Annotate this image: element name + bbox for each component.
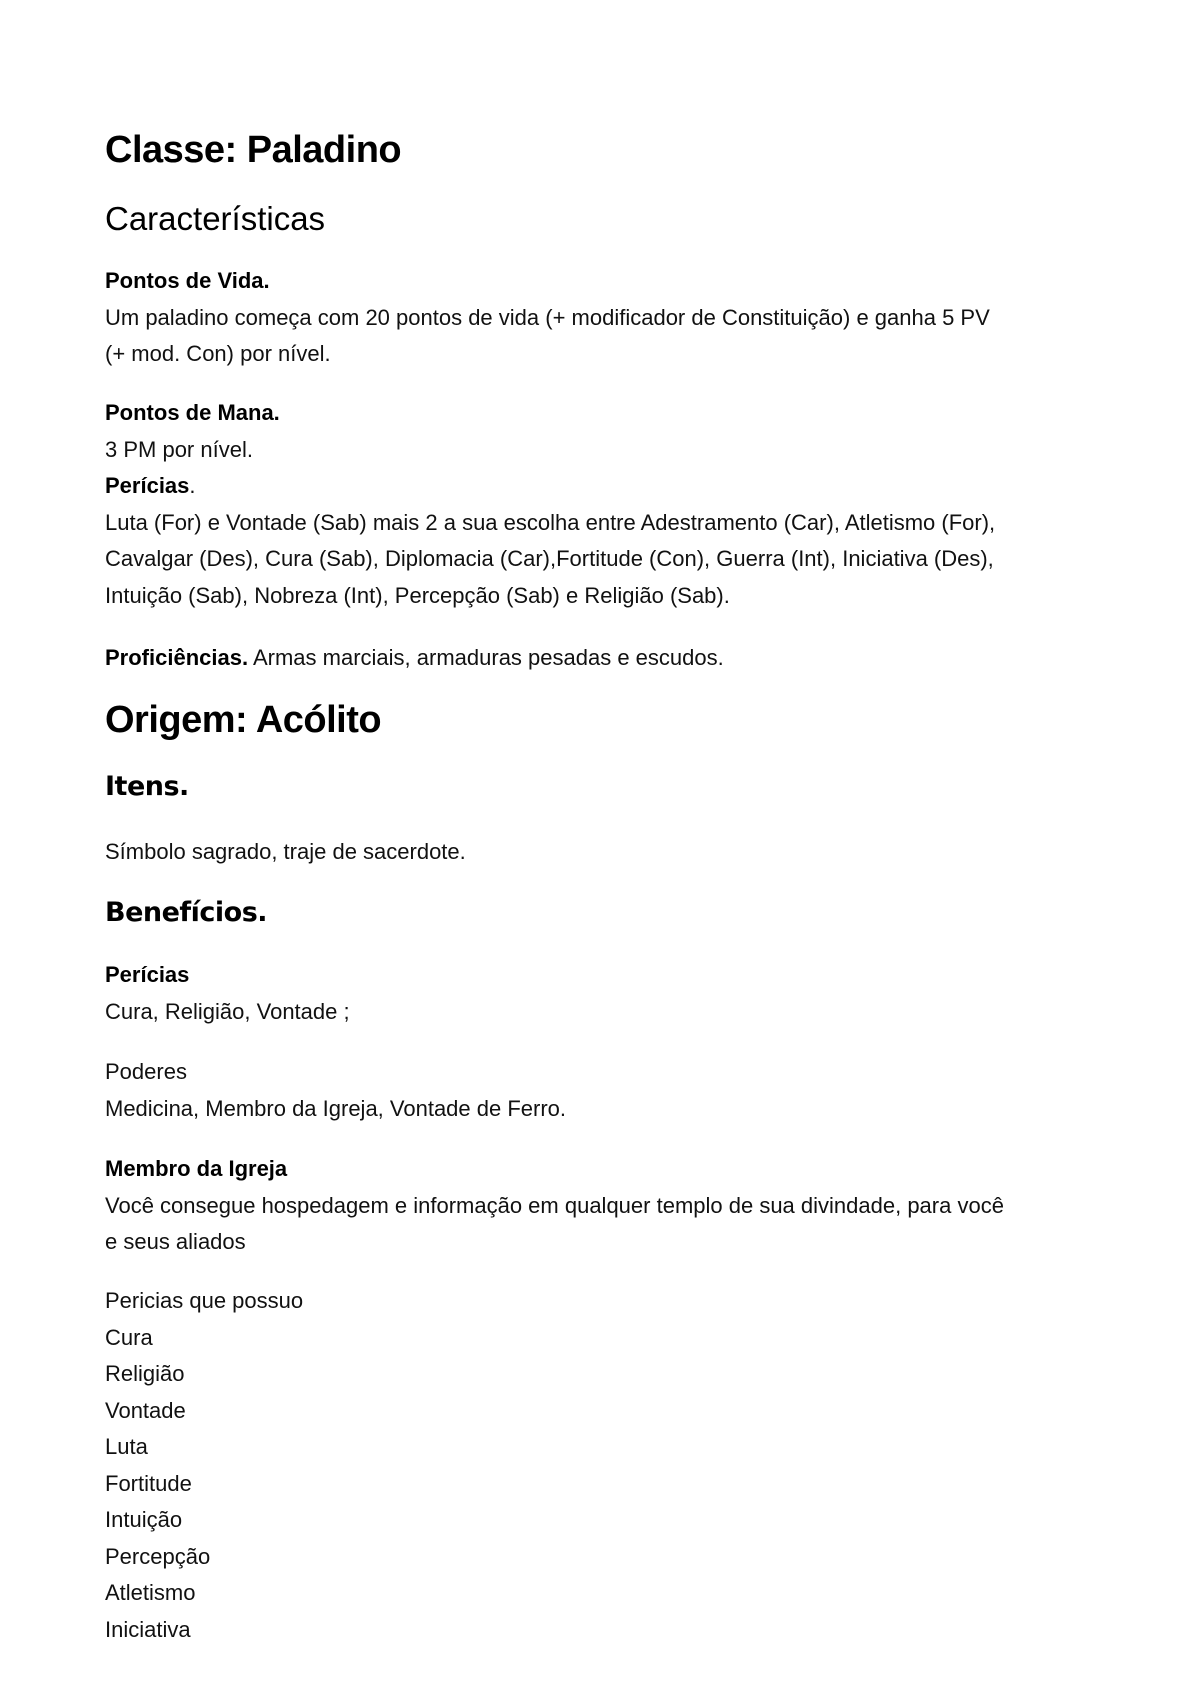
pericias-label-line: [105, 468, 995, 505]
pericia-item: Iniciativa: [105, 1616, 191, 1642]
beneficios-heading: Benefícios.: [105, 897, 268, 928]
pontos-vida-section: [105, 263, 990, 373]
membro-igreja-section: [105, 1151, 1004, 1261]
pericias-label: Perícias: [105, 473, 190, 498]
proficiencias-label: Proficiências.: [105, 645, 249, 670]
membro-igreja-line-2: e seus aliados: [105, 1229, 246, 1254]
origem-pericias-label: Perícias: [105, 962, 190, 987]
origem-pericias-section: [105, 957, 350, 1030]
pericias-possuo-section: [105, 1283, 303, 1648]
pontos-mana-text: 3 PM por nível.: [105, 436, 253, 462]
pericia-item: Luta: [105, 1434, 148, 1459]
pericias-possuo-heading: Pericias que possuo: [105, 1288, 304, 1313]
pericia-item: Religião: [105, 1361, 185, 1386]
pericias-line-2: Cavalgar (Des), Cura (Sab), Diplomacia (Car),Fortitude (Con), Guerra (Int), Iniciativa (Des),: [105, 546, 994, 571]
pericia-item: Cura: [105, 1324, 153, 1350]
pontos-vida-line-2: (+ mod. Con) por nível.: [105, 341, 331, 366]
itens-text: Símbolo sagrado, traje de sacerdote.: [105, 839, 466, 864]
pericia-item: Percepção: [105, 1543, 211, 1569]
membro-igreja-line-1: Você consegue hospedagem e informação em qualquer templo de sua divindade, para você: [105, 1192, 1004, 1218]
poderes-text: Medicina, Membro da Igreja, Vontade de Ferro.: [105, 1095, 567, 1121]
pontos-vida-line-1: Um paladino começa com 20 pontos de vida (+ modificador de Constituição) e ganha 5 PV: [105, 304, 990, 330]
poderes-section: [105, 1054, 566, 1127]
caracteristicas-heading: Características: [105, 200, 326, 237]
pericia-item: Intuição: [105, 1507, 183, 1532]
proficiencias-text: Armas marciais, armaduras pesadas e escudos.: [248, 645, 724, 670]
pericias-line-3: Intuição (Sab), Nobreza (Int), Percepção (Sab) e Religião (Sab).: [105, 582, 730, 608]
itens-heading: Itens.: [105, 771, 189, 802]
pericias-line-1: Luta (For) e Vontade (Sab) mais 2 a sua escolha entre Adestramento (Car), Atletismo (For),: [105, 509, 996, 535]
pontos-vida-label: Pontos de Vida.: [105, 268, 270, 293]
pericias-dot: .: [189, 473, 196, 498]
membro-igreja-label: Membro da Igreja: [105, 1156, 288, 1181]
proficiencias-section: [105, 640, 724, 677]
origem-pericias-text: Cura, Religião, Vontade ;: [105, 998, 350, 1024]
classe-title: Classe: Paladino: [105, 129, 402, 171]
pontos-mana-section: [105, 395, 995, 614]
pontos-mana-label: Pontos de Mana.: [105, 400, 280, 425]
pericia-item: Atletismo: [105, 1580, 196, 1605]
pericia-item: Fortitude: [105, 1470, 192, 1496]
poderes-label: Poderes: [105, 1059, 187, 1084]
pericia-item: Vontade: [105, 1397, 186, 1423]
origem-title: Origem: Acólito: [105, 699, 382, 741]
